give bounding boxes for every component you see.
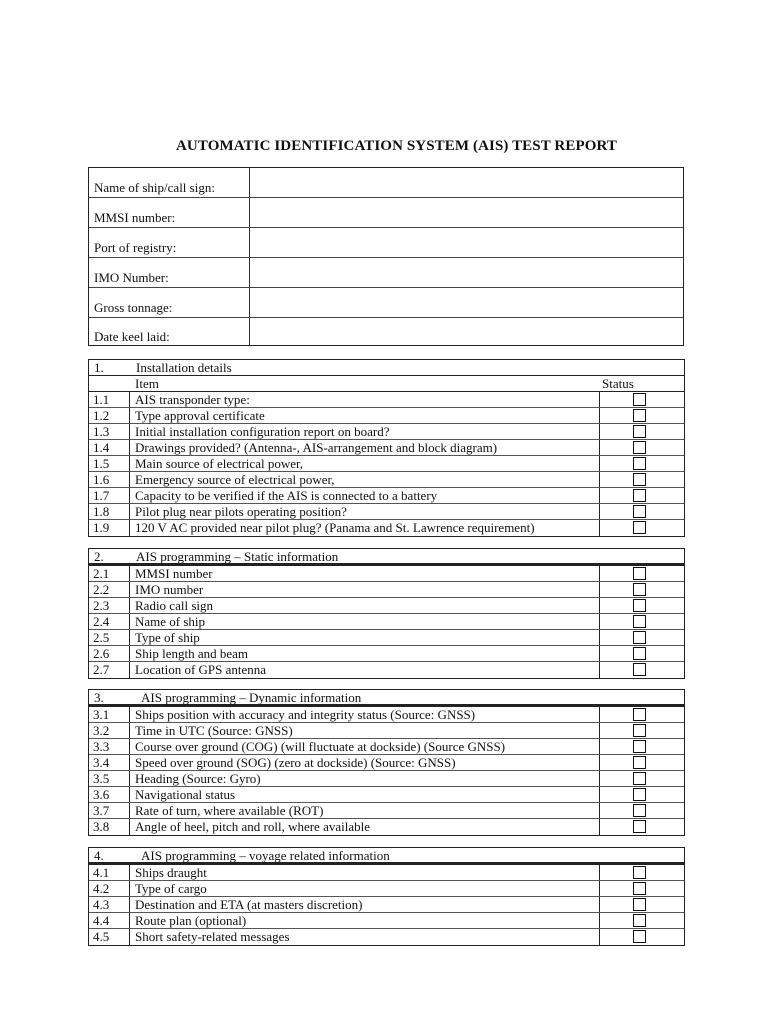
status-checkbox[interactable]	[633, 647, 646, 660]
status-checkbox[interactable]	[633, 473, 646, 486]
item-number: 2.7	[93, 662, 110, 677]
item-number: 3.1	[93, 707, 110, 722]
section-number: 4.	[94, 848, 104, 863]
item-number: 1.3	[93, 424, 110, 439]
section-title: Installation details	[136, 360, 232, 375]
imo-number-label: IMO Number:	[94, 270, 169, 285]
item-number: 1.5	[93, 456, 110, 471]
item-number: 4.3	[93, 897, 110, 912]
item-description: Ships draught	[135, 865, 207, 880]
item-number: 3.8	[93, 819, 110, 834]
table-row	[89, 771, 684, 787]
item-number: 1.8	[93, 504, 110, 519]
item-number: 4.4	[93, 913, 110, 928]
item-number: 3.5	[93, 771, 110, 786]
item-number: 1.2	[93, 408, 110, 423]
item-description: Capacity to be verified if the AIS is connected to a battery	[135, 488, 438, 503]
table-row	[89, 881, 684, 897]
section-number: 1.	[94, 360, 104, 375]
status-checkbox[interactable]	[633, 866, 646, 879]
table-row	[89, 739, 684, 755]
table-row	[89, 440, 684, 456]
section-items	[88, 864, 685, 946]
section-column-headers	[88, 375, 685, 391]
item-description: 120 V AC provided near pilot plug? (Panama and St. Lawrence requirement)	[135, 520, 535, 535]
item-number: 2.1	[93, 566, 110, 581]
item-number: 3.7	[93, 803, 110, 818]
status-checkbox[interactable]	[633, 567, 646, 580]
status-checkbox[interactable]	[633, 441, 646, 454]
section-header	[88, 359, 685, 375]
item-number: 3.4	[93, 755, 110, 770]
item-number: 1.6	[93, 472, 110, 487]
status-checkbox[interactable]	[633, 599, 646, 612]
status-checkbox[interactable]	[633, 740, 646, 753]
status-checkbox[interactable]	[633, 393, 646, 406]
item-number: 2.4	[93, 614, 110, 629]
status-checkbox[interactable]	[633, 820, 646, 833]
status-checkbox[interactable]	[633, 882, 646, 895]
item-description: IMO number	[135, 582, 204, 597]
item-number: 1.4	[93, 440, 110, 455]
table-row	[89, 392, 684, 408]
table-row	[89, 566, 684, 582]
section-items	[88, 565, 685, 679]
table-row	[89, 424, 684, 440]
item-description: Pilot plug near pilots operating position?	[135, 504, 347, 519]
status-checkbox[interactable]	[633, 914, 646, 927]
gross-tonnage-label: Gross tonnage:	[94, 300, 173, 315]
item-description: Time in UTC (Source: GNSS)	[135, 723, 293, 738]
section-header	[88, 847, 685, 864]
table-row	[89, 929, 684, 945]
item-description: Location of GPS antenna	[135, 662, 267, 677]
status-checkbox[interactable]	[633, 425, 646, 438]
section-title: AIS programming – Static information	[136, 549, 339, 564]
ship-name-label: Name of ship/call sign:	[94, 180, 215, 195]
status-checkbox[interactable]	[633, 708, 646, 721]
status-checkbox[interactable]	[633, 788, 646, 801]
item-description: Emergency source of electrical power,	[135, 472, 335, 487]
table-row	[89, 520, 684, 536]
status-checkbox[interactable]	[633, 930, 646, 943]
table-row	[89, 456, 684, 472]
item-description: Short safety-related messages	[135, 929, 290, 944]
table-row	[89, 707, 684, 723]
status-checkbox[interactable]	[633, 489, 646, 502]
item-number: 4.5	[93, 929, 110, 944]
item-description: Ships position with accuracy and integrity status (Source: GNSS)	[135, 707, 476, 722]
status-checkbox[interactable]	[633, 583, 646, 596]
item-description: AIS transponder type:	[135, 392, 250, 407]
ship-info-row-port	[89, 228, 683, 258]
table-row	[89, 865, 684, 881]
status-checkbox[interactable]	[633, 631, 646, 644]
item-number: 2.5	[93, 630, 110, 645]
table-row	[89, 662, 684, 678]
ship-info-table	[88, 167, 684, 346]
item-description: Route plan (optional)	[135, 913, 247, 928]
item-description: Initial installation configuration report on board?	[135, 424, 390, 439]
status-checkbox[interactable]	[633, 663, 646, 676]
item-description: Destination and ETA (at masters discretion)	[135, 897, 363, 912]
item-description: Type of ship	[135, 630, 200, 645]
ship-info-row-name	[89, 168, 683, 198]
table-row	[89, 787, 684, 803]
status-checkbox[interactable]	[633, 615, 646, 628]
status-checkbox[interactable]	[633, 898, 646, 911]
table-row	[89, 803, 684, 819]
section-items	[88, 706, 685, 836]
item-number: 4.2	[93, 881, 110, 896]
section-number: 3.	[94, 690, 104, 705]
table-row	[89, 488, 684, 504]
item-column-header: Item	[135, 376, 159, 391]
item-number: 4.1	[93, 865, 110, 880]
item-description: Type approval certificate	[135, 408, 265, 423]
item-description: Radio call sign	[135, 598, 213, 613]
table-row	[89, 913, 684, 929]
table-row	[89, 819, 684, 835]
item-number: 2.2	[93, 582, 110, 597]
ship-info-row-mmsi	[89, 198, 683, 228]
page-title: AUTOMATIC IDENTIFICATION SYSTEM (AIS) TEST REPORT	[176, 138, 617, 154]
status-column-header: Status	[602, 376, 634, 391]
port-of-registry-label: Port of registry:	[94, 240, 177, 255]
ship-info-row-imo	[89, 258, 683, 288]
mmsi-label: MMSI number:	[94, 210, 176, 225]
section-title: AIS programming – Dynamic information	[141, 690, 362, 705]
section-dynamic-information	[88, 689, 685, 836]
status-checkbox[interactable]	[633, 772, 646, 785]
section-header	[88, 548, 685, 565]
table-row	[89, 646, 684, 662]
status-checkbox[interactable]	[633, 457, 646, 470]
section-static-information	[88, 548, 685, 679]
item-number: 3.3	[93, 739, 110, 754]
status-checkbox[interactable]	[633, 756, 646, 769]
item-description: Angle of heel, pitch and roll, where available	[135, 819, 370, 834]
ship-info-row-keel	[89, 318, 683, 346]
item-description: Course over ground (COG) (will fluctuate at dockside) (Source GNSS)	[135, 739, 506, 754]
item-description: Ship length and beam	[135, 646, 249, 661]
status-checkbox[interactable]	[633, 724, 646, 737]
table-row	[89, 630, 684, 646]
table-row	[89, 614, 684, 630]
item-number: 3.2	[93, 723, 110, 738]
item-number: 1.1	[93, 392, 110, 407]
table-row	[89, 897, 684, 913]
status-checkbox[interactable]	[633, 409, 646, 422]
item-number: 3.6	[93, 787, 110, 802]
status-checkbox[interactable]	[633, 804, 646, 817]
table-row	[89, 582, 684, 598]
item-description: Type of cargo	[135, 881, 207, 896]
status-checkbox[interactable]	[633, 521, 646, 534]
section-voyage-information	[88, 847, 685, 946]
ship-info-row-tonnage	[89, 288, 683, 318]
section-title: AIS programming – voyage related information	[141, 848, 390, 863]
table-row	[89, 472, 684, 488]
section-items	[88, 391, 685, 537]
table-row	[89, 504, 684, 520]
status-checkbox[interactable]	[633, 505, 646, 518]
item-number: 1.7	[93, 488, 110, 503]
item-description: Rate of turn, where available (ROT)	[135, 803, 324, 818]
item-number: 1.9	[93, 520, 110, 535]
table-row	[89, 598, 684, 614]
table-row	[89, 755, 684, 771]
section-number: 2.	[94, 549, 104, 564]
table-row	[89, 723, 684, 739]
item-description: Heading (Source: Gyro)	[135, 771, 261, 786]
item-description: Navigational status	[135, 787, 236, 802]
item-description: Drawings provided? (Antenna-, AIS-arrangement and block diagram)	[135, 440, 498, 455]
item-description: Speed over ground (SOG) (zero at dockside) (Source: GNSS)	[135, 755, 456, 770]
item-number: 2.3	[93, 598, 110, 613]
item-number: 2.6	[93, 646, 110, 661]
date-keel-laid-label: Date keel laid:	[94, 329, 170, 344]
item-description: Name of ship	[135, 614, 206, 629]
section-installation-details	[88, 359, 685, 537]
section-header	[88, 689, 685, 706]
item-description: MMSI number	[135, 566, 213, 581]
item-description: Main source of electrical power,	[135, 456, 304, 471]
table-row	[89, 408, 684, 424]
